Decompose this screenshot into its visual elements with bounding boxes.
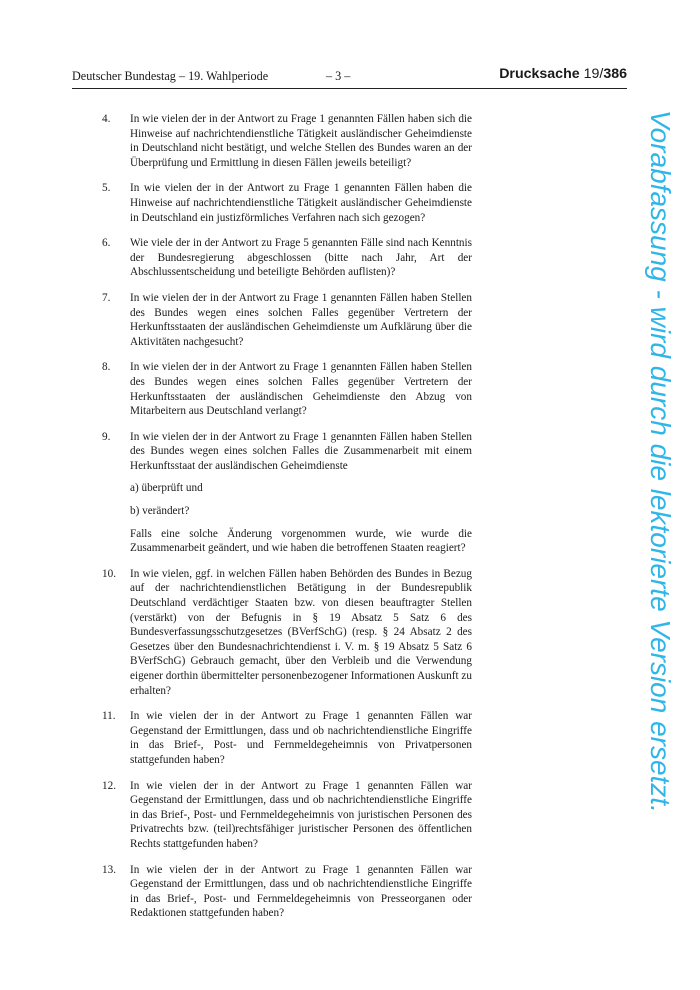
question-text: In wie vielen der in der Antwort zu Frage 1 genannten Fällen haben die Hinweise auf nachrichtendienstliche Tätigkeit ausländischer Geheimdienste in Deutschland ein justizförmliches Verfahren nach sich gezogen?: [130, 182, 472, 224]
question-number: 7.: [102, 291, 111, 304]
question-item: [102, 863, 472, 921]
question-item: [102, 430, 472, 556]
document-number: [499, 66, 627, 82]
question-text: In wie vielen der in der Antwort zu Frage 1 genannten Fällen haben Stellen des Bundes wegen eines solchen Falles gegenüber Vertretern der Herkunftsstaaten der ausländischen Geheimdienste den Abzug von Mitarbeitern aus Deutschland verlangt?: [130, 361, 472, 418]
follow-up-question: Falls eine solche Änderung vorgenommen wurde, wie wurde die Zusammenarbeit geändert, und wie haben die betroffenen Staaten reagiert?: [130, 527, 472, 555]
sub-question-a: a) überprüft und: [130, 482, 203, 495]
sub-question-b: b) verändert?: [130, 505, 190, 518]
question-number: 11.: [102, 710, 116, 723]
question-number: 4.: [102, 113, 111, 125]
drucksache-period: 19/: [583, 66, 604, 82]
question-item: [102, 779, 472, 852]
question-item: [102, 236, 472, 280]
question-number: 12.: [102, 779, 116, 792]
question-item: [102, 181, 472, 225]
page-header: [72, 66, 627, 89]
page-number: – 3 –: [326, 69, 351, 83]
question-text: In wie vielen der in der Antwort zu Frage 1 genannten Fällen haben Stellen des Bundes wegen eines solchen Falles gegenüber Vertretern der Herkunftsstaaten der ausländischen Geheimdienste um Aufklärung über die Aktivitäten nachgesucht?: [130, 291, 472, 348]
question-number: 6.: [102, 237, 111, 250]
question-item: [102, 112, 472, 170]
question-number: 10.: [102, 567, 116, 580]
drucksache-number: 386: [603, 66, 627, 82]
header-parliament: Deutscher Bundestag – 19. Wahlperiode: [72, 69, 269, 83]
question-text: In wie vielen der in der Antwort zu Frage 1 genannten Fällen war Gegenstand der Ermittlungen, dass und ob nachrichtendienstliche Eingriffe in das Brief-, Post- und Fernmeldegeheimnis von juristischen Personen des Privatrechts bzw. (teil)rechtsfähiger juristischer Personen des öffentlichen Rechts stattgefunden haben?: [130, 779, 472, 850]
draft-watermark: Vorabfassung - wird durch die lektorierte Version ersetzt.: [645, 110, 676, 813]
question-number: 5.: [102, 182, 111, 195]
question-text: In wie vielen, ggf. in welchen Fällen haben Behörden des Bundes in Bezug auf der nachrichtendienstlichen Betätigung in der Bundesrepublik Deutschland verdächtiger Staaten bzw. von diesen beauftragter Stellen (verstärkt) von der Befugnis in § 19 Absatz 5 Satz 6 des Bundesverfassungsschutzgesetzes (BVerfSchG) (resp. § 24 Absatz 2 des Gesetzes über den Bundesnachrichtendienst i. V. m. § 19 Absatz 5 Satz 6 BVerfSchG) Gebrauch gemacht, über den Verbleib und die Verwendung eigener dorthin übermittelter personenbezogener Informationen Auskunft zu erhalten?: [130, 567, 472, 697]
question-text: In wie vielen der in der Antwort zu Frage 1 genannten Fällen haben sich die Hinweise auf nachrichtendienstliche Tätigkeit ausländischer Geheimdienste in Deutschland nicht bestätigt, und welche Stellen des Bundes waren an der Überprüfung und Ermittlung in diesen Fällen jeweils beteiligt?: [130, 113, 472, 169]
question-list: [102, 112, 472, 932]
question-item: [102, 360, 472, 418]
question-number: 13.: [102, 863, 116, 876]
question-text: In wie vielen der in der Antwort zu Frage 1 genannten Fällen war Gegenstand der Ermittlungen, dass und ob nachrichtendienstliche Eingriffe in das Brief-, Post- und Fernmeldegeheimnis von Privatpersonen stattgefunden haben?: [130, 710, 472, 766]
question-text: In wie vielen der in der Antwort zu Frage 1 genannten Fällen war Gegenstand der Ermittlungen, dass und ob nachrichtendienstliche Eingriffe in das Brief-, Post- und Fernmeldegeheimnis von Presseorganen oder Redaktionen stattgefunden haben?: [130, 863, 472, 920]
question-text: Wie viele der in der Antwort zu Frage 5 genannten Fälle sind nach Kenntnis der Bundesregierung abgeschlossen (bitte nach Jahr, Art der Abschlussentscheidung und beteiligte Behörden auflisten)?: [130, 237, 472, 279]
question-item: [102, 709, 472, 767]
drucksache-label: Drucksache: [499, 66, 580, 82]
question-item: [102, 567, 472, 698]
question-number: 8.: [102, 361, 111, 374]
question-item: [102, 291, 472, 349]
question-text: In wie vielen der in der Antwort zu Frage 1 genannten Fällen haben Stellen des Bundes wegen eines solchen Falles die Zusammenarbeit mit einem Herkunftsstaat der ausländischen Geheimdienste: [130, 430, 472, 472]
question-number: 9.: [102, 430, 111, 443]
